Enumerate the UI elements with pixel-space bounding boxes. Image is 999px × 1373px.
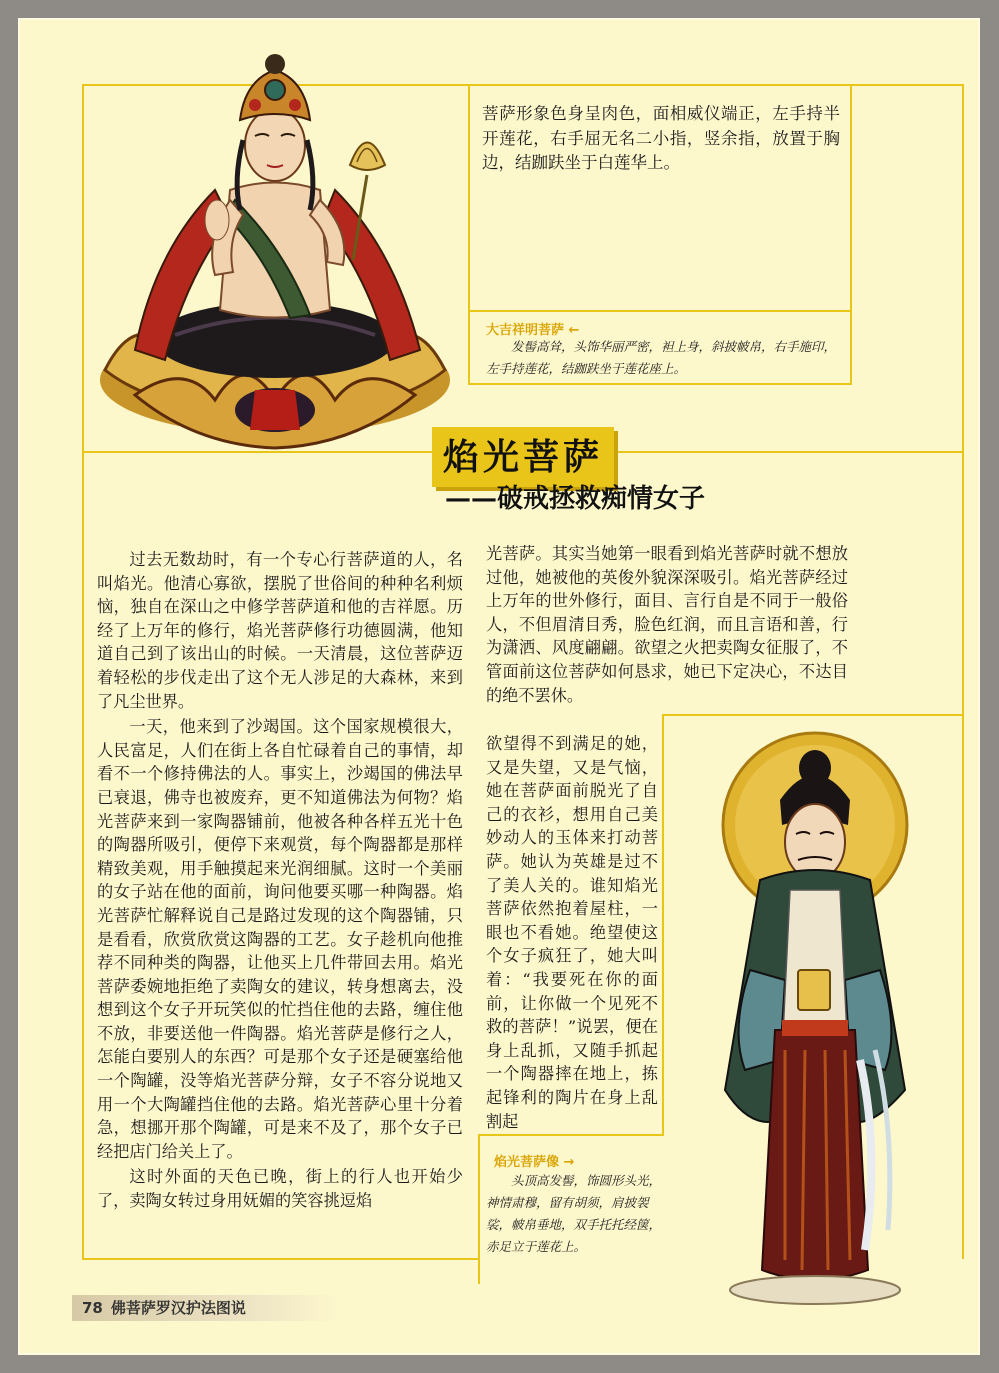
rule-bottom	[82, 1258, 478, 1260]
right-column-narrow	[486, 732, 658, 1133]
standing-bodhisattva-illustration	[690, 730, 940, 1310]
paragraph: 这时外面的天色已晚，街上的行人也开始少了，卖陶女转过身用妩媚的笑容挑逗焰	[97, 1167, 463, 1211]
rule-caption-top	[468, 310, 852, 312]
right-text-top: 光菩萨。其实当她第一眼看到焰光菩萨时就不想放过他，她被他的英俊外貌深深吸引。焰光菩萨经过上万年的世外修行，面目、言行自是不同于一般俗人，不但眉清目秀，脸色红润，而且言语和善，行为潇洒、风度翩翩。欲望之火把卖陶女征服了，不管面前这位菩萨如何恳求，她已下定决心，不达目的绝不罢休。	[486, 544, 848, 705]
rule-right-outer	[962, 84, 964, 1259]
rule-mid-horizontal	[82, 451, 432, 453]
paragraph: 过去无数劫时，有一个专心行菩萨道的人，名叫焰光。他清心寡欲，摆脱了世俗间的种种名利烦恼，独自在深山之中修学菩萨道和他的吉祥愿。历经了上万年的修行，焰光菩萨修行功德圆满，他知道自己到了该出山的时候。一天清晨，这位菩萨迈着轻松的步伐走出了这个无人涉足的大森林，来到了凡尘世界。	[97, 550, 463, 711]
right-column-top	[486, 542, 848, 707]
rule-mid-horizontal-right	[614, 451, 964, 453]
bottom-caption-title: 焰光菩萨像 →	[494, 1155, 575, 1170]
right-text-narrow: 欲望得不到满足的她，又是失望，又是气恼，她在菩萨面前脱光了自己的衣衫，想用自己美妙动人的玉体来打动菩萨。她认为英雄是过不了美人关的。谁知焰光菩萨依然抱着屋柱，一眼也不看她。绝望使这个女子疯狂了，她大叫着：“我要死在你的面前，让你做一个见死不救的菩萨！”说罢，便在身上乱抓，又随手抓起一个陶器摔在地上，拣起锋利的陶片在身上乱割起	[486, 734, 658, 1131]
top-text: 菩萨形象色身呈肉色，面相威仪端正，左手持半开莲花，右手屈无名二小指，竖余指，放置于胸边，结跏趺坐于白莲华上。	[482, 104, 840, 172]
rule-figure-box-left	[662, 714, 664, 1134]
page-number: 78	[82, 1299, 103, 1317]
red-lower-robe	[762, 1030, 868, 1280]
face	[245, 109, 305, 181]
lotus-pedestal	[730, 1276, 900, 1304]
article-title: 焰光菩萨	[442, 436, 603, 478]
bottom-caption-body: 头顶高发髻，饰圆形头光，神情肃穆，留有胡须，肩披袈裟，帔帛垂地，双手托托经箧，赤足立于莲花上。	[486, 1173, 662, 1254]
left-column	[97, 548, 463, 1213]
rule-mid-vertical	[468, 84, 470, 384]
crown-icon	[240, 54, 310, 120]
rule-figure-box-top	[662, 714, 964, 716]
top-text-block	[482, 102, 840, 176]
top-caption-body: 发髻高耸，头饰华丽严密，袒上身，斜披帔帛，右手施印，左手持莲花，结跏趺坐于莲花座上。	[486, 339, 837, 376]
book-title: 佛菩萨罗汉护法图说	[110, 1299, 246, 1317]
lotus-flower-icon	[350, 143, 385, 171]
rule-caption2-top	[478, 1134, 664, 1136]
face	[785, 804, 845, 880]
paragraph: 一天，他来到了沙竭国。这个国家规模很大，人民富足，人们在街上各自忙碌着自己的事情，却看不一个修持佛法的人。事实上，沙竭国的佛法早已衰退，佛寺也被废弃，更不知道佛法为何物？焰光菩萨来到一家陶器铺前，他被各种各样五光十色的陶器所吸引，便停下来观赏，每个陶器都是那样精致美观，用手触摸起来光润细腻。这时一个美丽的女子站在他的面前，询问他要买哪一种陶器。焰光菩萨忙解释说自己是路过发现的这个陶器铺，只是看看，欣赏欣赏这陶器的工艺。女子趁机向他推荐不同种类的陶器，让他买上几件带回去用。焰光菩萨委婉地拒绝了卖陶女的建议，转身想离去，没想到这个女子开玩笑似的忙挡住他的去路，缠住他不放，非要送他一件陶器。焰光菩萨是修行之人，怎能白要别人的东西？可是那个女子还是硬塞给他一个陶罐，没等焰光菩萨分辩，女子不容分说地又用一个大陶罐挡住他的去路。焰光菩萨心里十分着急，想挪开那个陶罐，可是来不及了，那个女子已经把店门给关上了。	[97, 717, 463, 1161]
sutra-box-icon	[798, 970, 830, 1010]
top-caption-title: 大吉祥明菩萨 ←	[486, 323, 580, 338]
rule-left	[82, 84, 84, 1259]
footer	[82, 1295, 246, 1321]
rule-right-top	[850, 84, 852, 384]
article-subtitle: ——破戒拯救痴情女子	[445, 484, 706, 514]
seated-bodhisattva-illustration	[95, 50, 455, 450]
rule-caption-bottom	[468, 383, 852, 385]
mudra-hand	[205, 200, 229, 240]
rule-caption2-left	[478, 1134, 480, 1284]
